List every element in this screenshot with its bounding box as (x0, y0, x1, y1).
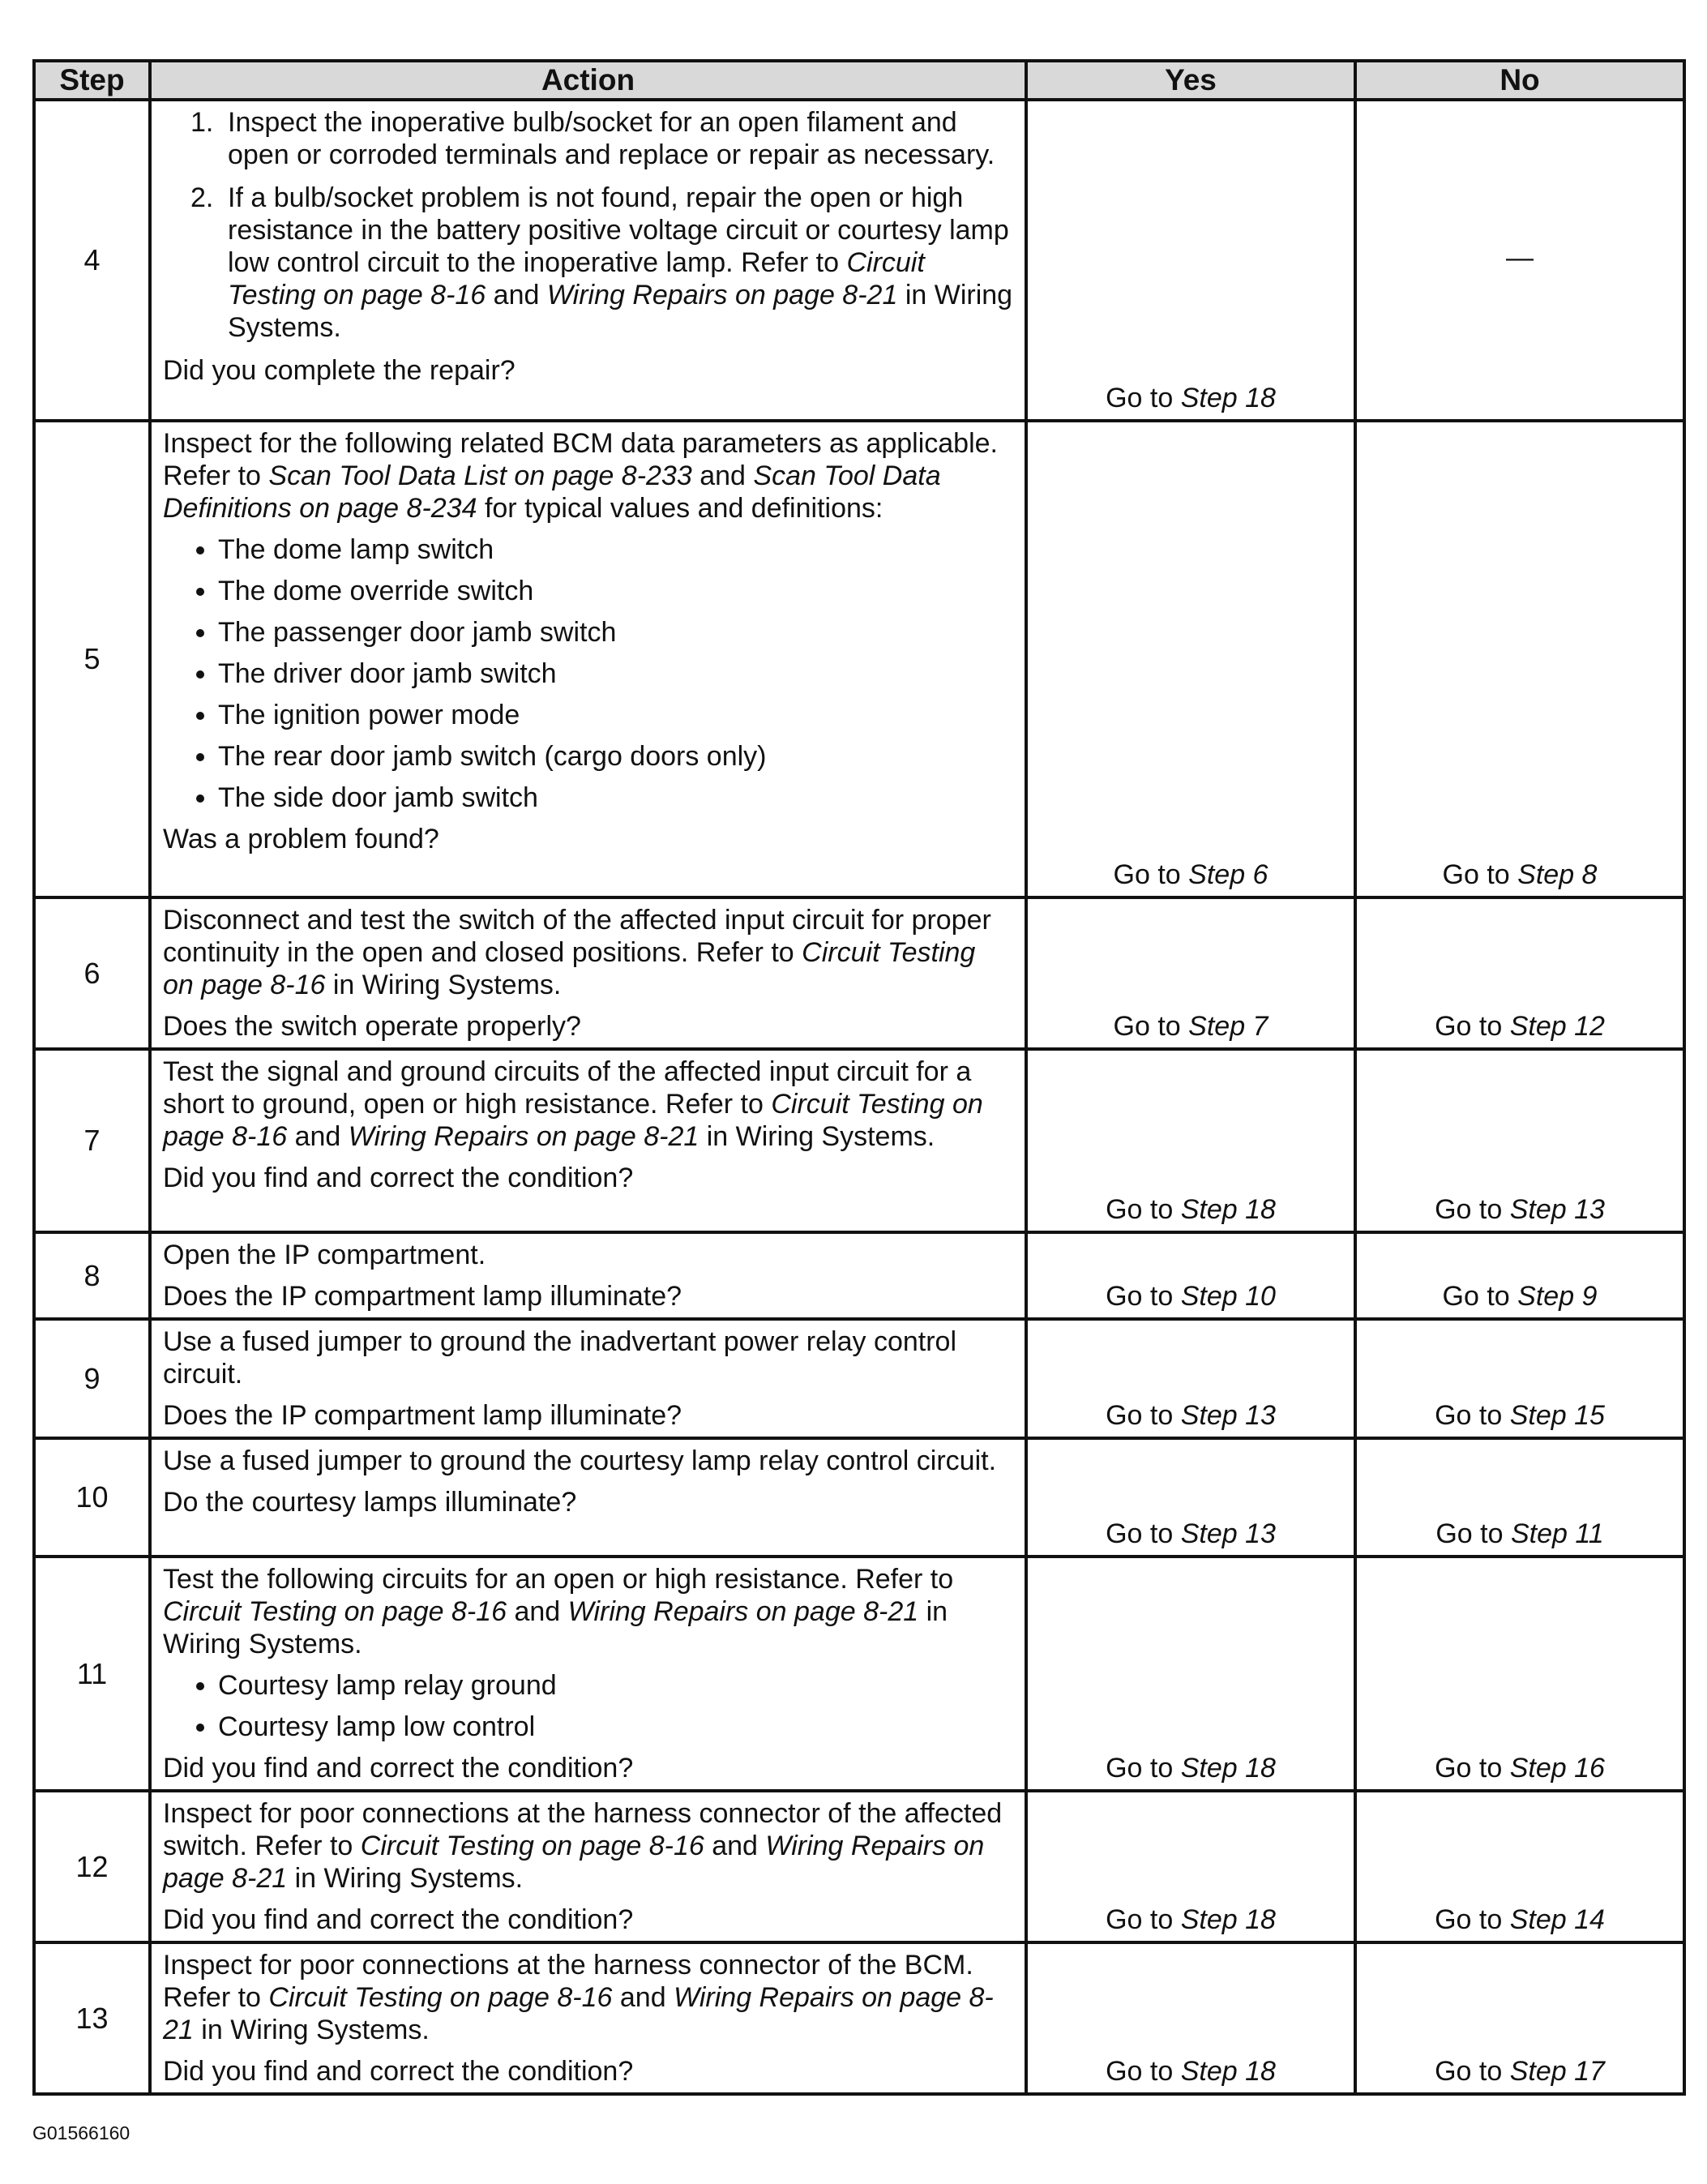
diagnostic-table (32, 59, 1686, 2096)
table-row (34, 421, 1684, 897)
yes-cell: Go to Step 18 (1026, 1942, 1355, 2094)
action-cell: Inspect for the following related BCM data parameters as applicable. Refer to Scan Tool Data List on page 8-233 and Scan Tool Data Definitions on page 8-234 for typical values and definitions: • The dome lamp switch • The dome override switch • The passenger door jamb switch • The driver door jamb switch • The ignition power mode • The rear door jamb switch (cargo doors only) • The side door jamb switch Was a problem found? (150, 421, 1026, 897)
list-item: • The passenger door jamb switch (218, 616, 1013, 649)
action-cell (150, 100, 1026, 421)
no-cell: Go to Step 15 (1355, 1319, 1684, 1438)
table-row (34, 1232, 1684, 1319)
step-number: 5 (34, 421, 150, 897)
header-step: Step (34, 61, 150, 100)
list-item: • The driver door jamb switch (218, 657, 1013, 690)
question: Was a problem found? (163, 824, 439, 854)
header-row (34, 61, 1684, 100)
no-cell: Go to Step 17 (1355, 1942, 1684, 2094)
action-cell: Use a fused jumper to ground the courtesy lamp relay control circuit. Do the courtesy lamps illuminate? (150, 1438, 1026, 1557)
list-item: • Courtesy lamp low control (218, 1711, 1013, 1743)
step-number: 10 (34, 1438, 150, 1557)
reference-link: Circuit Testing on page 8-16 (163, 937, 976, 1000)
action-cell: Test the following circuits for an open or high resistance. Refer to Circuit Testing on page 8-16 and Wiring Repairs on page 8-21 in Wiring Systems. • Courtesy lamp relay ground • Courtesy lamp low control Did you find and correct the condition? (150, 1557, 1026, 1791)
reference-link: Circuit Testing on page 8-16 (228, 247, 925, 310)
table-row (34, 1557, 1684, 1791)
yes-cell: Go to Step 10 (1026, 1232, 1355, 1319)
table-row (34, 1319, 1684, 1438)
list-item: 1. Inspect the inoperative bulb/socket for an open filament and open or corroded terminals and replace or repair as necessary. (190, 107, 995, 170)
yes-cell: Go to Step 18 (1026, 1049, 1355, 1232)
question: Did you complete the repair? (163, 355, 516, 386)
question: Did you find and correct the condition? (163, 1753, 634, 1784)
action-cell: Inspect for poor connections at the harness connector of the affected switch. Refer to Circuit Testing on page 8-16 and Wiring Repairs on page 8-21 in Wiring Systems. Did you find and correct the condition? (150, 1791, 1026, 1942)
yes-cell: Go to Step 13 (1026, 1319, 1355, 1438)
reference-link: Circuit Testing on page 8-16 (163, 1596, 507, 1627)
reference-link: Wiring Repairs on page 8-21 (546, 280, 898, 310)
question: Did you find and correct the condition? (163, 1163, 634, 1193)
question: Does the IP compartment lamp illuminate? (163, 1400, 682, 1431)
reference-link: Wiring Repairs on page 8-21 (567, 1596, 919, 1627)
list-item: • The dome override switch (218, 575, 1013, 607)
list-item: • The dome lamp switch (218, 533, 1013, 566)
list-item: • The side door jamb switch (218, 782, 1013, 814)
yes-cell: Go to Step 18 (1026, 1791, 1355, 1942)
yes-cell: Go to Step 18 (1026, 100, 1355, 421)
no-cell: Go to Step 14 (1355, 1791, 1684, 1942)
no-cell: — (1355, 100, 1684, 421)
yes-cell: Go to Step 18 (1026, 1557, 1355, 1791)
figure-id: G01566160 (32, 2122, 130, 2143)
table-row (34, 1942, 1684, 2094)
question: Does the IP compartment lamp illuminate? (163, 1281, 682, 1312)
step-number: 8 (34, 1232, 150, 1319)
table-row (34, 1791, 1684, 1942)
table-row (34, 1049, 1684, 1232)
header-no: No (1355, 61, 1684, 100)
step-number: 9 (34, 1319, 150, 1438)
step-number: 6 (34, 897, 150, 1049)
yes-cell: Go to Step 7 (1026, 897, 1355, 1049)
header-yes: Yes (1026, 61, 1355, 100)
table-row (34, 100, 1684, 421)
no-cell: Go to Step 16 (1355, 1557, 1684, 1791)
action-cell: Disconnect and test the switch of the affected input circuit for proper continuity in the open and closed positions. Refer to Circuit Testing on page 8-16 in Wiring Systems. Does the switch operate properly? (150, 897, 1026, 1049)
list-item: • The ignition power mode (218, 699, 1013, 731)
question: Did you find and correct the condition? (163, 1904, 634, 1935)
reference-link: Scan Tool Data List on page 8-233 (268, 460, 692, 491)
reference-link: Wiring Repairs on page 8-21 (163, 1982, 994, 2045)
action-cell: Open the IP compartment. Does the IP compartment lamp illuminate? (150, 1232, 1026, 1319)
question: Do the courtesy lamps illuminate? (163, 1487, 577, 1518)
reference-link: Wiring Repairs on page 8-21 (348, 1121, 699, 1152)
reference-link: Wiring Repairs on page 8-21 (163, 1831, 985, 1894)
no-cell: Go to Step 12 (1355, 897, 1684, 1049)
header-action: Action (150, 61, 1026, 100)
step-number: 12 (34, 1791, 150, 1942)
reference-link: Circuit Testing on page 8-16 (360, 1831, 704, 1861)
table-row (34, 1438, 1684, 1557)
no-cell: Go to Step 8 (1355, 421, 1684, 897)
list-item: • The rear door jamb switch (cargo doors only) (218, 740, 1013, 773)
reference-link: Circuit Testing on page 8-16 (268, 1982, 613, 2013)
no-cell: Go to Step 9 (1355, 1232, 1684, 1319)
question: Does the switch operate properly? (163, 1011, 581, 1042)
step-number: 4 (34, 100, 150, 421)
action-cell: Inspect for poor connections at the harness connector of the BCM. Refer to Circuit Testing on page 8-16 and Wiring Repairs on page 8-21 in Wiring Systems. Did you find and correct the condition? (150, 1942, 1026, 2094)
action-cell: Use a fused jumper to ground the inadvertant power relay control circuit. Does the IP compartment lamp illuminate? (150, 1319, 1026, 1438)
question: Did you find and correct the condition? (163, 2056, 634, 2087)
yes-cell: Go to Step 13 (1026, 1438, 1355, 1557)
action-cell: Test the signal and ground circuits of the affected input circuit for a short to ground, open or high resistance. Refer to Circuit Testing on page 8-16 and Wiring Repairs on page 8-21 in Wiring Systems. Did you find and correct the condition? (150, 1049, 1026, 1232)
list-item: • Courtesy lamp relay ground (218, 1669, 1013, 1702)
list-item: 2. If a bulb/socket problem is not found, repair the open or high resistance in the battery positive voltage circuit or courtesy lamp low control circuit to the inoperative lamp. Refer to Circuit Testing on page 8-16 and Wiring Repairs on page 8-21 in Wiring Systems. (190, 182, 1013, 343)
reference-link: Scan Tool Data Definitions on page 8-234 (163, 460, 941, 524)
reference-link: Circuit Testing on page 8-16 (163, 1089, 983, 1152)
step-number: 13 (34, 1942, 150, 2094)
yes-cell: Go to Step 6 (1026, 421, 1355, 897)
table-row (34, 897, 1684, 1049)
step-number: 11 (34, 1557, 150, 1791)
no-cell: Go to Step 13 (1355, 1049, 1684, 1232)
step-number: 7 (34, 1049, 150, 1232)
no-cell: Go to Step 11 (1355, 1438, 1684, 1557)
